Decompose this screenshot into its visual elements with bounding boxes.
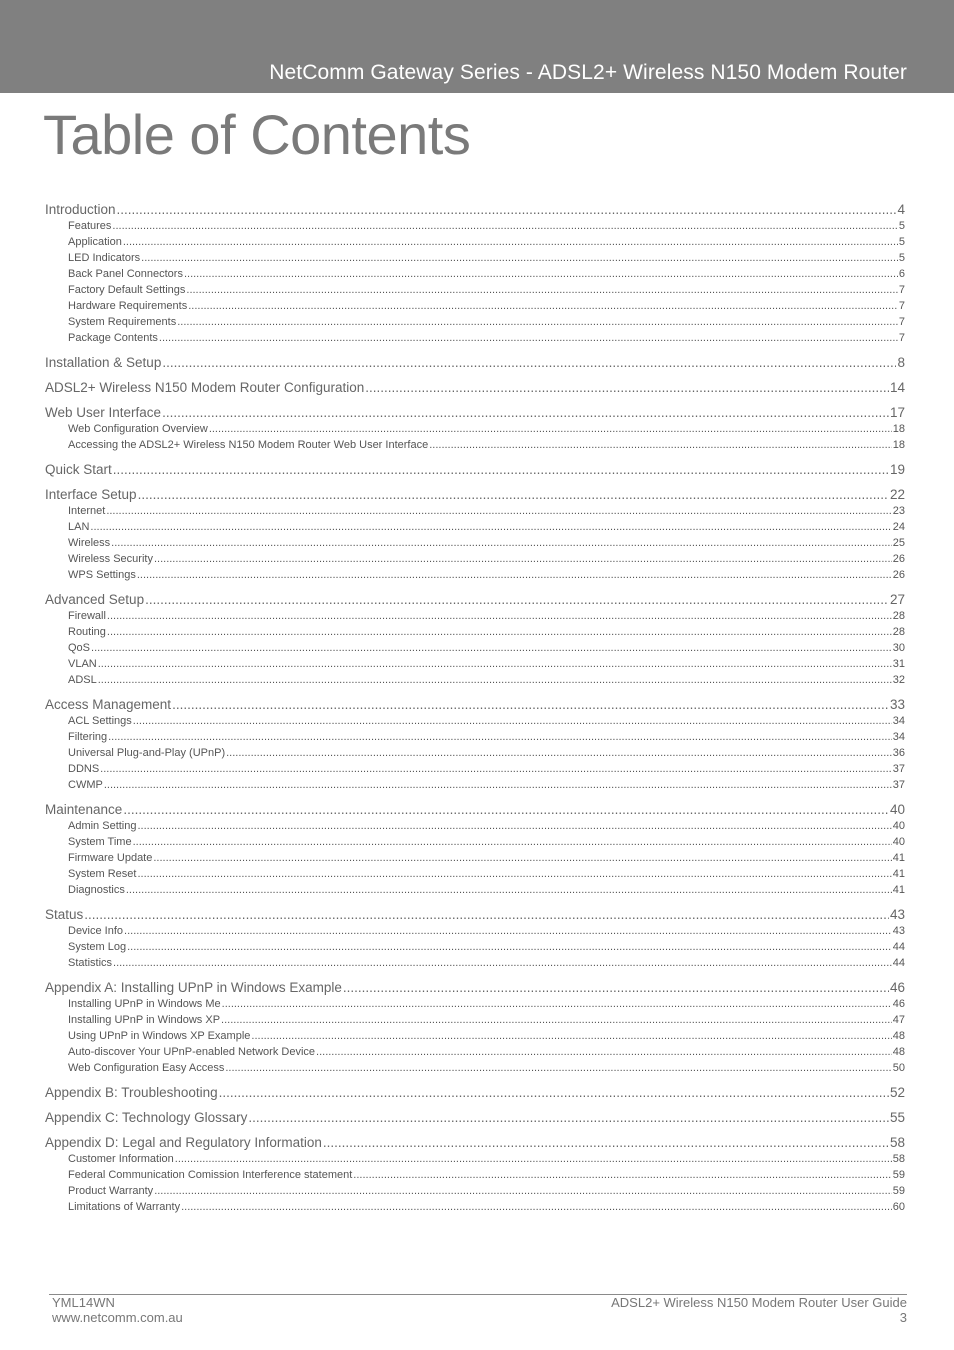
toc-entry-label: Firewall [68, 610, 106, 622]
toc-dot-leader [112, 218, 897, 234]
toc-section-entry[interactable] [45, 1110, 905, 1126]
toc-entry-label: WPS Settings [68, 569, 136, 581]
toc-subsection-entry[interactable] [45, 761, 905, 777]
toc-entry-page: 41 [892, 868, 905, 880]
toc-subsection-entry[interactable] [45, 640, 905, 656]
toc-entry-label: Web Configuration Overview [68, 423, 208, 435]
toc-entry-page: 37 [892, 779, 905, 791]
toc-dot-leader [248, 1110, 889, 1126]
toc-entry-label: ACL Settings [68, 715, 132, 727]
toc-entry-label: Limitations of Warranty [68, 1201, 181, 1213]
toc-entry-page: 40 [892, 836, 905, 848]
toc-entry-label: Appendix A: Installing UPnP in Windows Example [45, 980, 342, 995]
toc-subsection-entry[interactable] [45, 298, 905, 314]
toc-dot-leader [316, 1044, 892, 1060]
toc-subsection-entry[interactable] [45, 672, 905, 688]
toc-subsection-entry[interactable] [45, 1151, 905, 1167]
toc-subsection-entry[interactable] [45, 729, 905, 745]
toc-subsection-entry[interactable] [45, 624, 905, 640]
toc-subsection-entry[interactable] [45, 567, 905, 583]
toc-entry-page: 48 [892, 1030, 905, 1042]
toc-entry-page: 37 [892, 763, 905, 775]
toc-entry-label: Appendix D: Legal and Regulatory Information [45, 1135, 322, 1150]
toc-dot-leader [84, 907, 889, 923]
footer-model: YML14WN [52, 1295, 115, 1310]
toc-dot-leader [172, 697, 889, 713]
toc-entry-label: Customer Information [68, 1153, 174, 1165]
toc-entry-label: Hardware Requirements [68, 300, 188, 312]
toc-entry-label: Routing [68, 626, 106, 638]
toc-dot-leader [98, 656, 892, 672]
toc-entry-page: 26 [892, 553, 905, 565]
toc-entry-page: 27 [889, 592, 905, 607]
toc-subsection-entry[interactable] [45, 608, 905, 624]
toc-entry-page: 36 [892, 747, 905, 759]
toc-dot-leader [222, 996, 892, 1012]
toc-section-entry[interactable] [45, 1135, 905, 1151]
toc-entry-page: 5 [898, 252, 905, 264]
toc-entry-label: Admin Setting [68, 820, 137, 832]
toc-entry-label: Product Warranty [68, 1185, 154, 1197]
toc-subsection-entry[interactable] [45, 882, 905, 898]
toc-subsection-entry[interactable] [45, 955, 905, 971]
toc-dot-leader [104, 777, 892, 793]
toc-entry-page: 28 [892, 610, 905, 622]
toc-entry-page: 5 [898, 220, 905, 232]
toc-entry-label: Federal Communication Comission Interference statement [68, 1169, 353, 1181]
header-title: NetComm Gateway Series - ADSL2+ Wireless N150 Modem Router [269, 61, 907, 84]
toc-entry-label: System Log [68, 941, 127, 953]
toc-entry-label: VLAN [68, 658, 97, 670]
toc-dot-leader [226, 745, 892, 761]
toc-dot-leader [145, 592, 889, 608]
toc-entry-page: 7 [898, 316, 905, 328]
toc-section-entry[interactable] [45, 907, 905, 923]
toc-dot-leader [137, 567, 892, 583]
header-bar [0, 0, 954, 93]
toc-entry-label: DDNS [68, 763, 100, 775]
toc-dot-leader [133, 834, 892, 850]
toc-subsection-entry[interactable] [45, 1199, 905, 1215]
toc-dot-leader [365, 380, 889, 396]
toc-entry-page: 58 [889, 1135, 905, 1150]
toc-entry-label: Quick Start [45, 462, 112, 477]
toc-entry-page: 22 [889, 487, 905, 502]
toc-entry-page: 59 [892, 1169, 905, 1181]
toc-entry-page: 5 [898, 236, 905, 248]
toc-subsection-entry[interactable] [45, 1012, 905, 1028]
toc-entry-page: 59 [892, 1185, 905, 1197]
toc-dot-leader [181, 1199, 892, 1215]
toc-entry-label: ADSL2+ Wireless N150 Modem Router Configuration [45, 380, 365, 395]
toc-entry-label: Advanced Setup [45, 592, 145, 607]
toc-section-entry[interactable] [45, 380, 905, 396]
toc-dot-leader [429, 437, 892, 453]
toc-entry-label: Universal Plug-and-Play (UPnP) [68, 747, 226, 759]
toc-subsection-entry[interactable] [45, 834, 905, 850]
toc-section-entry[interactable] [45, 202, 905, 218]
toc-entry-page: 18 [892, 439, 905, 451]
toc-entry-label: Device Info [68, 925, 124, 937]
toc-entry-label: Introduction [45, 202, 116, 217]
table-of-contents [45, 202, 905, 1215]
toc-entry-label: Web User Interface [45, 405, 162, 420]
toc-entry-label: Appendix B: Troubleshooting [45, 1085, 218, 1100]
toc-dot-leader [113, 462, 889, 478]
toc-subsection-entry[interactable] [45, 996, 905, 1012]
toc-dot-leader [162, 355, 896, 371]
toc-subsection-entry[interactable] [45, 745, 905, 761]
toc-dot-leader [113, 955, 892, 971]
toc-entry-page: 48 [892, 1046, 905, 1058]
toc-entry-label: Diagnostics [68, 884, 125, 896]
toc-dot-leader [251, 1028, 891, 1044]
page-title: Table of Contents [43, 103, 471, 166]
toc-dot-leader [107, 608, 892, 624]
toc-entry-label: LAN [68, 521, 90, 533]
toc-dot-leader [133, 713, 892, 729]
toc-entry-label: Maintenance [45, 802, 123, 817]
toc-dot-leader [100, 761, 892, 777]
toc-entry-label: Filtering [68, 731, 108, 743]
toc-entry-page: 18 [892, 423, 905, 435]
toc-section-entry[interactable] [45, 592, 905, 608]
toc-entry-page: 40 [889, 802, 905, 817]
toc-entry-page: 32 [892, 674, 905, 686]
toc-entry-page: 19 [889, 462, 905, 477]
toc-section-entry[interactable] [45, 487, 905, 503]
toc-entry-page: 31 [892, 658, 905, 670]
toc-dot-leader [153, 850, 891, 866]
toc-dot-leader [159, 330, 898, 346]
toc-entry-label: Using UPnP in Windows XP Example [68, 1030, 251, 1042]
footer-website-link[interactable]: www.netcomm.com.au [52, 1310, 183, 1325]
toc-entry-label: Installing UPnP in Windows Me [68, 998, 221, 1010]
toc-subsection-entry[interactable] [45, 503, 905, 519]
toc-section-entry[interactable] [45, 980, 905, 996]
toc-entry-page: 34 [892, 715, 905, 727]
toc-entry-page: 44 [892, 941, 905, 953]
toc-subsection-entry[interactable] [45, 1060, 905, 1076]
toc-entry-label: LED Indicators [68, 252, 141, 264]
toc-entry-label: Installing UPnP in Windows XP [68, 1014, 221, 1026]
toc-entry-page: 33 [889, 697, 905, 712]
toc-entry-label: Firmware Update [68, 852, 153, 864]
toc-dot-leader [107, 624, 892, 640]
toc-entry-page: 60 [892, 1201, 905, 1213]
toc-dot-leader [225, 1060, 891, 1076]
toc-entry-label: System Requirements [68, 316, 177, 328]
toc-entry-page: 41 [892, 852, 905, 864]
toc-entry-page: 7 [898, 300, 905, 312]
toc-subsection-entry[interactable] [45, 218, 905, 234]
toc-entry-label: ADSL [68, 674, 97, 686]
toc-dot-leader [209, 421, 892, 437]
toc-subsection-entry[interactable] [45, 777, 905, 793]
toc-dot-leader [154, 1183, 892, 1199]
footer-guide-title: ADSL2+ Wireless N150 Modem Router User Guide [611, 1295, 907, 1310]
toc-dot-leader [91, 640, 892, 656]
toc-entry-label: Access Management [45, 697, 172, 712]
toc-subsection-entry[interactable] [45, 330, 905, 346]
toc-dot-leader [175, 1151, 892, 1167]
toc-entry-page: 52 [889, 1085, 905, 1100]
toc-entry-page: 50 [892, 1062, 905, 1074]
toc-subsection-entry[interactable] [45, 1028, 905, 1044]
toc-subsection-entry[interactable] [45, 818, 905, 834]
toc-entry-label: Internet [68, 505, 106, 517]
toc-entry-label: System Reset [68, 868, 137, 880]
toc-subsection-entry[interactable] [45, 314, 905, 330]
toc-dot-leader [186, 282, 897, 298]
toc-entry-label: Appendix C: Technology Glossary [45, 1110, 248, 1125]
toc-section-entry[interactable] [45, 697, 905, 713]
toc-subsection-entry[interactable] [45, 234, 905, 250]
toc-dot-leader [111, 535, 892, 551]
toc-entry-page: 23 [892, 505, 905, 517]
toc-subsection-entry[interactable] [45, 656, 905, 672]
toc-dot-leader [124, 923, 892, 939]
toc-dot-leader [138, 487, 889, 503]
toc-entry-page: 58 [892, 1153, 905, 1165]
toc-dot-leader [126, 882, 892, 898]
toc-entry-page: 46 [889, 980, 905, 995]
toc-entry-label: Status [45, 907, 84, 922]
toc-entry-label: Accessing the ADSL2+ Wireless N150 Modem Router Web User Interface [68, 439, 429, 451]
toc-entry-page: 47 [892, 1014, 905, 1026]
toc-dot-leader [221, 1012, 892, 1028]
toc-dot-leader [323, 1135, 889, 1151]
toc-section-entry[interactable] [45, 802, 905, 818]
toc-entry-page: 55 [889, 1110, 905, 1125]
toc-entry-page: 43 [889, 907, 905, 922]
toc-entry-label: Factory Default Settings [68, 284, 186, 296]
toc-dot-leader [127, 939, 892, 955]
toc-dot-leader [117, 202, 897, 218]
toc-section-entry[interactable] [45, 405, 905, 421]
toc-entry-page: 25 [892, 537, 905, 549]
toc-dot-leader [188, 298, 898, 314]
toc-dot-leader [137, 818, 891, 834]
toc-entry-page: 7 [898, 284, 905, 296]
toc-entry-label: CWMP [68, 779, 103, 791]
toc-entry-label: Web Configuration Easy Access [68, 1062, 225, 1074]
toc-dot-leader [141, 250, 898, 266]
toc-dot-leader [123, 802, 889, 818]
toc-entry-label: System Time [68, 836, 132, 848]
toc-dot-leader [219, 1085, 889, 1101]
toc-entry-label: Wireless Security [68, 553, 153, 565]
toc-entry-page: 7 [898, 332, 905, 344]
toc-entry-page: 34 [892, 731, 905, 743]
toc-subsection-entry[interactable] [45, 421, 905, 437]
toc-dot-leader [123, 234, 898, 250]
toc-subsection-entry[interactable] [45, 282, 905, 298]
toc-dot-leader [184, 266, 898, 282]
toc-entry-page: 46 [892, 998, 905, 1010]
toc-subsection-entry[interactable] [45, 535, 905, 551]
toc-section-entry[interactable] [45, 462, 905, 478]
toc-entry-page: 17 [889, 405, 905, 420]
toc-subsection-entry[interactable] [45, 551, 905, 567]
toc-entry-page: 40 [892, 820, 905, 832]
toc-subsection-entry[interactable] [45, 939, 905, 955]
toc-entry-label: Statistics [68, 957, 113, 969]
toc-entry-page: 6 [898, 268, 905, 280]
toc-entry-page: 43 [892, 925, 905, 937]
toc-dot-leader [162, 405, 889, 421]
toc-section-entry[interactable] [45, 355, 905, 371]
toc-dot-leader [106, 503, 891, 519]
toc-entry-label: Wireless [68, 537, 111, 549]
toc-entry-label: Features [68, 220, 112, 232]
toc-entry-label: Auto-discover Your UPnP-enabled Network Device [68, 1046, 316, 1058]
toc-entry-page: 14 [889, 380, 905, 395]
toc-dot-leader [90, 519, 891, 535]
toc-subsection-entry[interactable] [45, 266, 905, 282]
toc-subsection-entry[interactable] [45, 850, 905, 866]
toc-dot-leader [108, 729, 892, 745]
toc-entry-page: 30 [892, 642, 905, 654]
toc-section-entry[interactable] [45, 1085, 905, 1101]
toc-dot-leader [353, 1167, 891, 1183]
toc-entry-page: 28 [892, 626, 905, 638]
toc-subsection-entry[interactable] [45, 250, 905, 266]
toc-entry-page: 26 [892, 569, 905, 581]
toc-entry-page: 41 [892, 884, 905, 896]
toc-dot-leader [154, 551, 892, 567]
toc-dot-leader [137, 866, 891, 882]
toc-subsection-entry[interactable] [45, 1167, 905, 1183]
toc-entry-label: Application [68, 236, 122, 248]
toc-subsection-entry[interactable] [45, 1044, 905, 1060]
toc-dot-leader [98, 672, 892, 688]
toc-subsection-entry[interactable] [45, 519, 905, 535]
toc-subsection-entry[interactable] [45, 866, 905, 882]
toc-subsection-entry[interactable] [45, 923, 905, 939]
toc-entry-label: Back Panel Connectors [68, 268, 183, 280]
toc-dot-leader [177, 314, 898, 330]
toc-subsection-entry[interactable] [45, 1183, 905, 1199]
toc-dot-leader [343, 980, 889, 996]
toc-subsection-entry[interactable] [45, 437, 905, 453]
toc-entry-page: 4 [897, 202, 905, 217]
toc-entry-page: 8 [897, 355, 905, 370]
toc-subsection-entry[interactable] [45, 713, 905, 729]
toc-entry-label: Package Contents [68, 332, 158, 344]
toc-entry-label: Installation & Setup [45, 355, 162, 370]
toc-entry-page: 44 [892, 957, 905, 969]
toc-entry-label: Interface Setup [45, 487, 137, 502]
toc-entry-page: 24 [892, 521, 905, 533]
toc-entry-label: QoS [68, 642, 91, 654]
footer-page-number: 3 [899, 1310, 907, 1325]
